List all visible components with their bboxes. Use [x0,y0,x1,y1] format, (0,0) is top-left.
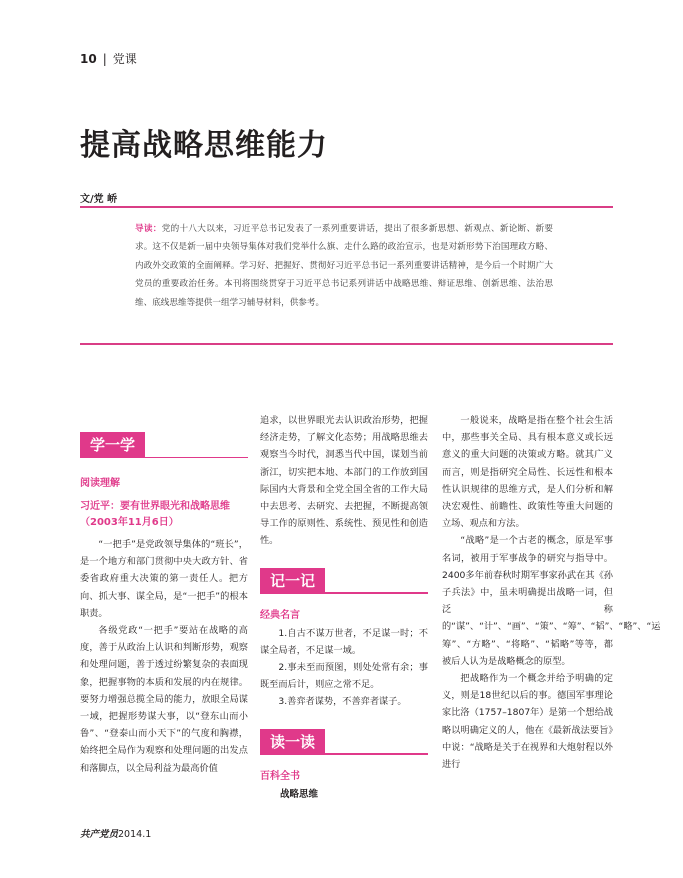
lead-paragraph [135,220,553,312]
paragraph: “战略”是一个古老的概念，原是军事名词，被用于军事战争的研究与指导中。2400多年前春秋时期军事家孙武在其《孙子兵法》中，虽未明确提出战略一词，但泛称的“谋”、“计”、“画”、“策”、“筹”、“韬”、“略”、“运筹”、“方略”、“将略”、“韬略”等等，都被后人认为是战略概念的原型。 [442,535,661,667]
article-title: 提高战略思维能力 [80,128,328,163]
paragraph: 一般说来，战略是指在整个社会生活中，那些事关全局、具有根本意义或长远意义的重大问题的决策或方略。就其广义而言，则是指研究全局性、长远性和根本性认识规律的思维方式，是人们分析和解决宏观性、前瞻性、政策性等重大问题的立场、观点和方法。 [442,415,613,530]
byline: 文/党 峤 [80,194,118,205]
page-footer [80,826,151,840]
lead-text: 党的十八大以来，习近平总书记发表了一系列重要讲话，提出了很多新思想、新观点、新论断、新要求。这不仅是新一届中央领导集体对我们党举什么旗、走什么路的政治宣示，也是对新形势下治国理政方略、内政外交政策的全面阐释。学习好、把握好、贯彻好习近平总书记一系列重要讲话精神，是今后一个时期广大党员的重要政治任务。本刊将围绕贯穿于习近平总书记系列讲话中战略思维、辩证思维、创新思维、法治思维、底线思维等提供一组学习辅导材料，供参考。 [135,224,553,308]
top-divider [80,206,613,208]
quotes-list [260,625,428,711]
section-encyclopedia: 百科全书 [260,770,300,782]
paragraph: 追求，以世界眼光去认识政治形势，把握经济走势，了解文化态势；用战略思维去观察当今时代，洞悉当代中国，谋划当前浙江，切实把本地、本部门的工作放到国际国内大背景和全党全国全省的工作大局中去思考、去研究、去把握，不断提高领导工作的原则性、系统性、预见性和创造性。 [260,415,428,547]
quote-item: 3.善弈者谋势，不善弈者谋子。 [278,696,407,708]
bottom-divider [80,343,613,345]
header-separator: | [102,52,107,66]
column-1-body [80,536,248,777]
page-header [80,50,137,67]
banner-remember: 记一记 [260,568,325,594]
banner-read: 读一读 [260,729,325,755]
column-2-body [260,412,428,550]
banner-study-line [145,457,248,458]
column-2 [260,412,428,800]
entry-title: 战略思维 [280,788,319,800]
article-subtitle: 习近平：要有世界眼光和战略思维（2003年11月6日） [80,501,230,528]
column-1 [80,432,248,777]
page-number: 10 [80,52,97,66]
column-3-body [442,412,661,773]
banner-read-line [325,753,428,754]
paragraph: 各级党政“一把手”要站在战略的高度，善于从政治上认识和判断形势，观察和处理问题，善于透过纷繁复杂的表面现象，把握事物的本质和发展的内在规律。要努力增强总揽全局的能力，放眼全局谋一域，把握形势谋大事，以“登东山而小鲁”、“登泰山而小天下”的气度和胸襟，始终把全局作为观察和处理问题的出发点和落脚点，以全局利益为最高价值 [80,625,248,774]
quote-item: 2.事未至而预图，则处处常有余；事既至而后计，则应之常不足。 [260,662,428,691]
banner-remember-line [325,592,428,593]
paragraph: “一把手”是党政领导集体的“班长”，是一个地方和部门贯彻中央大政方针、省委省政府重大决策的第一责任人。把方向、抓大事、谋全局，是“一把手”的根本职责。 [80,539,248,619]
quote-item: 1.自古不谋万世者，不足谋一时；不谋全局者，不足谋一域。 [260,627,428,656]
column-3 [442,412,661,773]
magazine-logo: 共产党员 [80,829,119,840]
banner-study: 学一学 [80,432,145,458]
paragraph: 把战略作为一个概念并给予明确的定义，则是18世纪以后的事。德国军事理论家比洛（1757–1807年）是第一个想给战略以明确定义的人，他在《最新战法要旨》中说：“战略是关于在视界和大炮射程以外进行 [442,673,613,771]
section-quotes: 经典名言 [260,609,300,621]
section-name: 党课 [112,52,137,66]
lead-label: 导读： [135,224,162,234]
section-reading: 阅读理解 [80,478,120,489]
issue-number: 2014.1 [118,829,152,840]
